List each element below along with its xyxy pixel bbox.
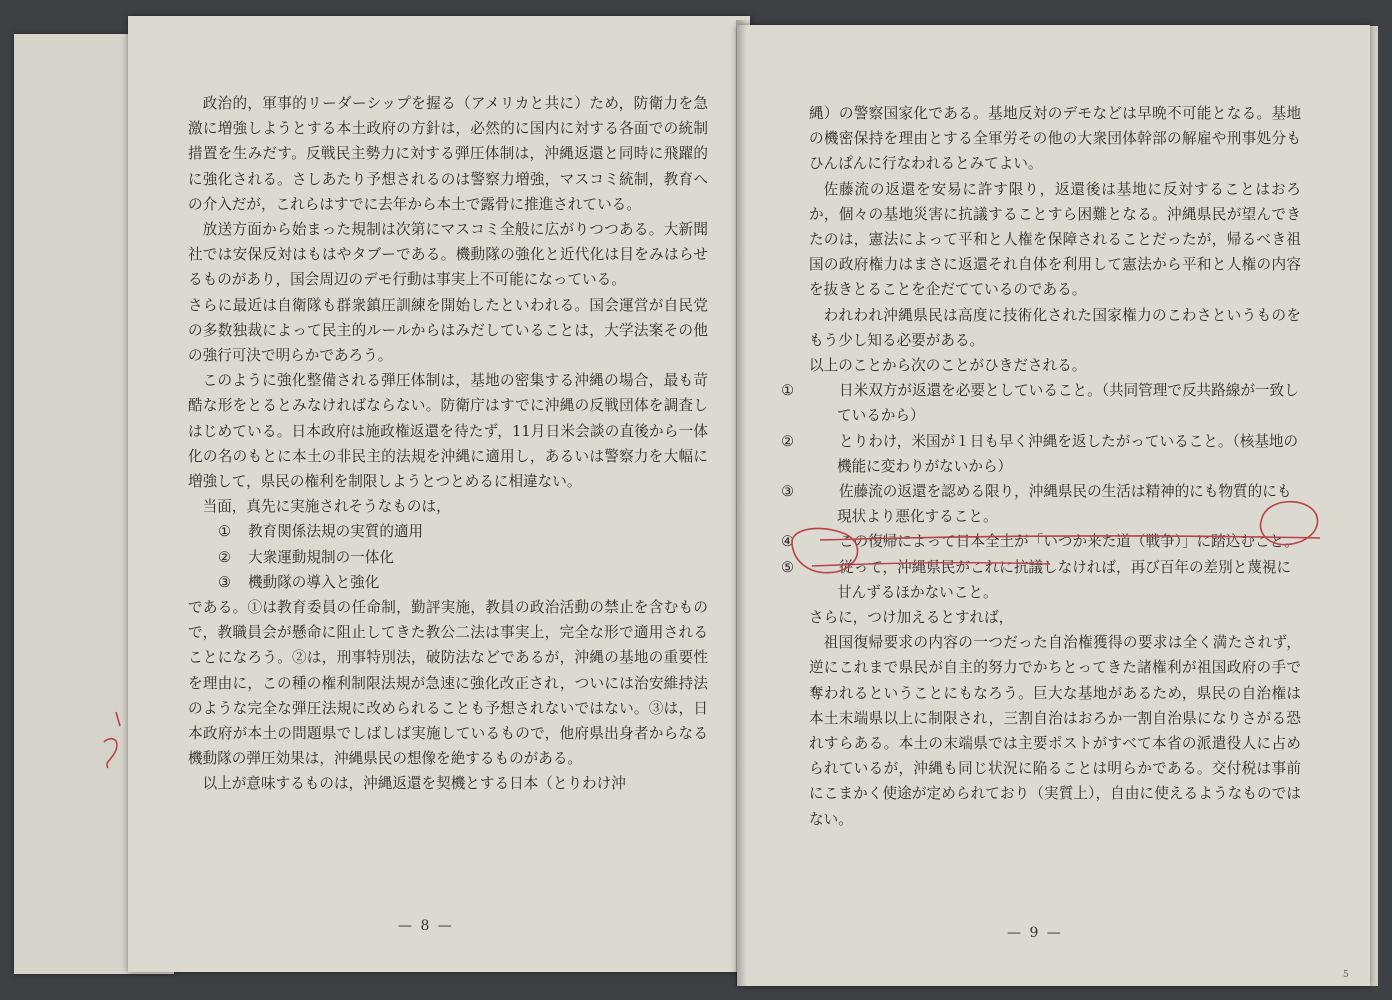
list-item [218,545,708,570]
list-item [781,555,1301,605]
list-item [781,429,1301,479]
paragraph: 縄）の警察国家化である。基地反対のデモなどは早晩不可能となる。基地の機密保持を理由とする全軍労その他の大衆団体幹部の解雇や刑事処分もひんぱんに行なわれるとみてよい。 [809,105,1301,173]
paragraph: 放送方面から始まった規制は次第にマスコミ全般に広がりつつある。大新聞社では安保反対はもはやタブーである。機動隊の強化と近代化は目をみはらせるものがあり，国会周辺のデモ行動は事実上不可能になっている。 [188,221,708,289]
paragraph: 以上が意味するものは，沖縄返還を契機とする日本（とりわけ沖 [202,775,626,793]
paragraph: である。①は教育委員の任命制，勤評実施，教員の政治活動の禁止を含むもので，教職員会が懸命に阻止してきた教公二法は事実上，完全な形で適用されることになろう。②は，刑事特別法，破防法などであるが，沖縄の基地の重要性を理由に，この種の権利制限法規が急速に強化改正され，ついには治安維持法のような完全な弾圧法規に改められることも予想されないではない。③は，日本政府が本土の問題県でしばしば実施しているもので，他府県出身者からなる機動隊の弾圧効果は，沖縄県民の想像を絶するものがある。 [188,599,708,768]
paragraph: さらに，つけ加えるとすれば， [809,609,1014,627]
paragraph: 当面，真先に実施されそうなものは， [202,498,451,516]
list-item [218,570,708,595]
list-item-text: 機動隊の導入と強化 [248,573,380,591]
list-item-text: 大衆運動規制の一体化 [248,548,394,566]
list-item [781,479,1301,529]
paragraph: 以上のことから次のことがひきだされる。 [809,357,1087,375]
list-marker: ③ [781,483,795,501]
list-marker: ⑤ [781,558,795,576]
list-marker: ② [781,432,795,450]
list-item-text: この復帰によって日本全土が「いつか来た道（戦争）」に踏込むこと。 [839,533,1299,551]
page-left [128,16,750,972]
paragraph: われわれ沖縄県民は高度に技術化された国家権力のこわさというものをもう少し知る必要がある。 [809,306,1301,349]
page-number: — 8 — [398,918,454,934]
book-gutter [736,20,754,986]
list-item [781,378,1301,428]
paragraph: さらに最近は自衛隊も群衆鎮圧訓練を開始したといわれる。国会運営が自民党の多数独裁によって民主的ルールからはみだしていることは，大学法案その他の強行可決で明らかであろう。 [188,296,708,365]
enumerated-list [188,519,708,595]
page-right [737,25,1370,986]
list-marker: ④ [781,533,795,551]
list-item-text: 従って，沖縄県民がこれに抗議しなければ，再び百年の差別と蔑視に甘んずるほかないこと。 [837,558,1292,601]
left-page-body [188,91,708,797]
list-marker: ② [218,548,232,566]
right-page-body [781,101,1301,832]
list-item [218,519,708,544]
list-item-text: 教育関係法規の実質的適用 [248,523,424,541]
paragraph: このように強化整備される弾圧体制は，基地の密集する沖縄の場合，最も苛酷な形をとるとみなければならない。防衛庁はすでに沖縄の反戦団体を調査しはじめている。日本政府は施政権返還を待たず，11月日米会談の直後から一体化の名のもとに本土の非民主的法規を沖縄に適用し，あるいは警察力を大幅に増強して，県民の権利を制限しようとつとめるに相違ない。 [188,372,708,491]
list-item-text: 日米双方が返還を必要としていること。（共同管理で反共路線が一致しているから） [837,382,1299,425]
corner-mark: 5 [1343,970,1349,980]
paragraph: 佐藤流の返還を安易に許す限り，返還後は基地に反対することはおろか，個々の基地災害に抗議することすら困難となる。沖縄県民が望んできたのは，憲法によって平和と人権を保障されることだったが，帰るべき祖国の政府権力はまさに返還それ自体を利用して憲法から平和と人権の内容を抜きとることを企だてているのである。 [809,180,1301,299]
list-item-text: とりわけ，米国が１日も早く沖縄を返したがっていること。（核基地の機能に変わりがないから） [837,432,1299,475]
page-number: — 9 — [1007,925,1063,941]
list-marker: ③ [218,573,232,591]
list-marker: ① [781,382,795,400]
paragraph: 祖国復帰要求の内容の一つだった自治権獲得の要求は全く満たされず，逆にこれまで県民が自主的努力でかちとってきた諸権利が祖国政府の手で奪われるということにもなろう。巨大な基地があるため，県民の自治権は本土末端県以上に制限され，三割自治はおろか一割自治県になりさがる恐れすらある。本土の末端県では主要ポストがすべて本省の派遣役人に占められているが，沖縄も同じ状況に陥ることは明らかである。交付税は事前にこまかく使途が定められており（実質上），自由に使えるようなものではない。 [809,634,1301,828]
list-marker: ① [218,523,232,541]
list-item-text: 佐藤流の返還を認める限り，沖縄県民の生活は精神的にも物質的にも現状より悪化すること。 [837,483,1292,526]
paragraph: 政治的，軍事的リーダーシップを握る（アメリカと共に）ため，防衛力を急激に増強しようとする本土政府の方針は，必然的に国内に対する各面での統制措置を生みだす。反戦民主勢力に対する弾圧体制は，沖縄返還と同時に飛躍的に強化される。さしあたり予想されるのは警察力増強，マスコミ統制，教育への介入だが，これらはすでに去年から本土で露骨に推進されている。 [188,95,708,213]
conclusion-list [781,378,1301,605]
list-item [781,529,1301,554]
